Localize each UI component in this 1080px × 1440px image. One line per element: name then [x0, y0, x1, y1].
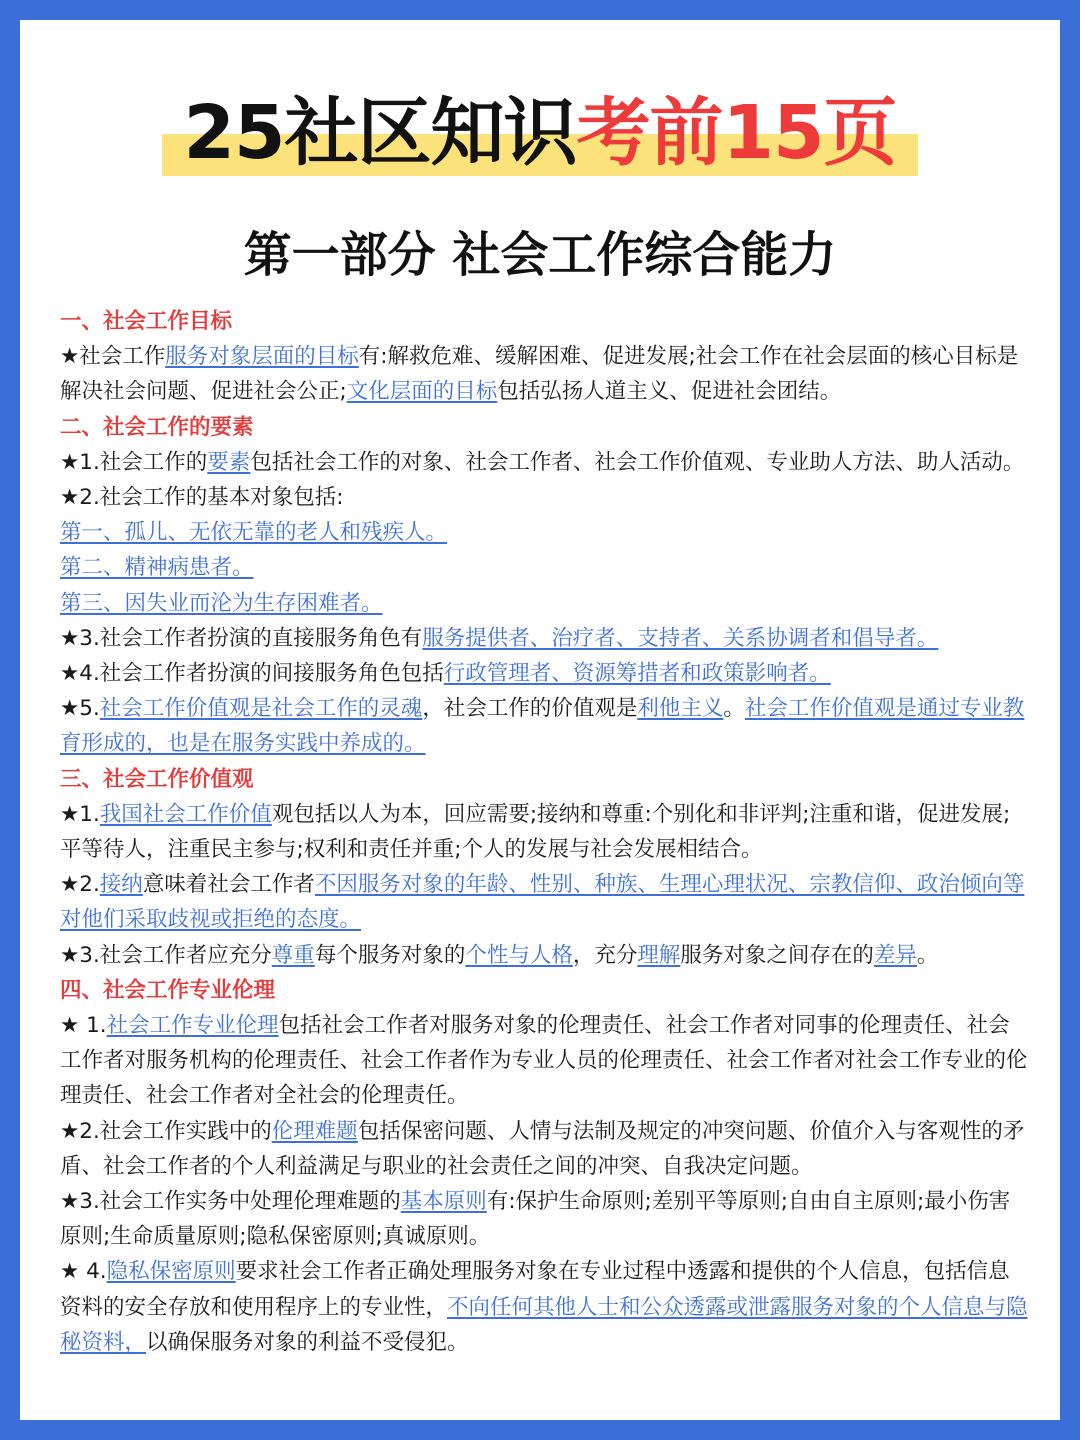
text-segment: ★1.社会工作的 — [60, 449, 208, 475]
text-segment: 观包括以人为本，回应需要;接纳和尊重:个别化和非评判;注重和谐，促进发展;平等待人，注重民主参与;权利和责任并重;个人的发展与社会发展相结合。 — [60, 801, 1011, 863]
underlined-key-phrase: 第一、孤儿、无依无靠的老人和残疾人。 — [60, 520, 448, 546]
section-heading: 一、社会工作目标 — [60, 309, 233, 334]
title-red-part: 考前15页 — [576, 90, 897, 176]
underlined-key-phrase: 服务提供者、治疗者、支持者、关系协调者和倡导者。 — [422, 625, 939, 651]
text-segment: 服务对象之间存在的 — [680, 942, 874, 968]
text-segment: 意味着社会工作者 — [142, 872, 315, 898]
paragraph — [60, 1184, 1030, 1254]
underlined-key-phrase: 不因服务对象的年龄、性别、种族、生理心理状况、宗教信仰、政治倾向等对他们采取歧视或拒绝的态度。 — [60, 872, 1025, 933]
underlined-key-phrase: 基本原则 — [400, 1189, 487, 1215]
text-segment: ，社会工作的价值观是 — [422, 696, 638, 722]
document-page — [20, 20, 1060, 1420]
text-segment: ★3.社会工作者扮演的直接服务角色有 — [60, 625, 423, 651]
paragraph — [60, 550, 1030, 585]
paragraph — [60, 1008, 1030, 1114]
text-segment: ★社会工作 — [60, 344, 166, 370]
underlined-key-phrase: 接纳 — [99, 872, 143, 898]
underlined-key-phrase: 伦理难题 — [271, 1118, 358, 1144]
paragraph — [60, 480, 1030, 515]
text-segment: ，充分 — [572, 942, 638, 968]
paragraph — [60, 339, 1030, 409]
text-segment: 包括弘扬人道主义、促进社会团结。 — [497, 379, 842, 405]
title-black-part: 25社区知识 — [183, 90, 577, 176]
underlined-key-phrase: 利他主义 — [637, 696, 724, 722]
underlined-key-phrase: 社会工作专业伦理 — [106, 1013, 279, 1039]
text-segment: ★5. — [60, 696, 100, 722]
paragraph — [60, 1114, 1030, 1184]
underlined-key-phrase: 要素 — [207, 449, 251, 475]
text-segment: ★3.社会工作者应充分 — [60, 942, 272, 968]
underlined-key-phrase: 隐私保密原则 — [106, 1259, 236, 1285]
underlined-key-phrase: 社会工作价值观是通过专业教育形成的，也是在服务实践中养成的。 — [60, 696, 1025, 757]
text-segment: 要求社会工作者正确处理服务对象在专业过程中透露和提供的个人信息，包括信息资料的安全存放和使用程序上的专业性， — [60, 1259, 1010, 1320]
underlined-key-phrase: 理解 — [637, 942, 681, 968]
text-segment: 。 — [916, 942, 939, 968]
text-segment: 包括保密问题、人情与法制及规定的冲突问题、价值介入与客观性的矛盾、社会工作者的个人利益满足与职业的社会责任之间的冲突、自我决定问题。 — [60, 1118, 1025, 1179]
text-segment: 有:保护生命原则;差别平等原则;自由自主原则;最小伤害原则;生命质量原则;隐私保密原则;真诚原则。 — [60, 1189, 1011, 1250]
text-segment: ★2.社会工作实践中的 — [60, 1118, 272, 1144]
text-segment: ★3.社会工作实务中处理伦理难题的 — [60, 1189, 401, 1215]
underlined-key-phrase: 行政管理者、资源筹措者和政策影响者。 — [443, 661, 831, 687]
paragraph — [60, 867, 1030, 937]
text-segment: 每个服务对象的 — [314, 942, 466, 968]
text-segment: 有:解救危难、缓解困难、促进发展;社会工作在社会层面的核心目标是解决社会问题、促进社会公正; — [60, 344, 1019, 405]
title-block — [20, 88, 1060, 178]
paragraph — [60, 691, 1030, 761]
section-heading: 三、社会工作价值观 — [60, 766, 254, 792]
text-segment: 。 — [723, 696, 745, 722]
text-segment: ★4.社会工作者扮演的间接服务角色包括 — [60, 661, 444, 687]
underlined-key-phrase: 差异 — [873, 942, 917, 968]
paragraph — [60, 445, 1030, 480]
underlined-key-phrase: 第二、精神病患者。 — [60, 555, 254, 581]
section-heading: 二、社会工作的要素 — [60, 414, 254, 440]
underlined-key-phrase: 文化层面的目标 — [346, 379, 498, 405]
document-body — [60, 304, 1030, 1360]
paragraph — [60, 797, 1030, 867]
underlined-key-phrase: 我国社会工作价值 — [99, 801, 272, 827]
text-segment: ★ 4. — [60, 1259, 107, 1285]
paragraph — [60, 586, 1030, 621]
paragraph — [60, 1254, 1030, 1360]
text-segment: ★ 1. — [60, 1013, 107, 1039]
paragraph — [60, 656, 1030, 691]
underlined-key-phrase: 尊重 — [271, 942, 315, 968]
text-segment: 包括社会工作者对服务对象的伦理责任、社会工作者对同事的伦理责任、社会工作者对服务机构的伦理责任、社会工作者作为专业人员的伦理责任、社会工作者对社会工作专业的伦理责任、社会工作者对全社会的伦理责任。 — [60, 1013, 1028, 1109]
paragraph — [60, 621, 1030, 656]
underlined-key-phrase: 不向任何其他人士和公众透露或泄露服务对象的个人信息与隐秘资料， — [60, 1294, 1028, 1355]
page-subtitle: 第一部分 社会工作综合能力 — [243, 227, 837, 283]
paragraph — [60, 938, 1030, 973]
section-heading: 四、社会工作专业伦理 — [60, 977, 276, 1003]
paragraph — [60, 515, 1030, 550]
underlined-key-phrase: 个性与人格 — [465, 942, 573, 968]
text-segment: ★2.社会工作的基本对象包括: — [60, 485, 344, 511]
text-segment: 以确保服务对象的利益不受侵犯。 — [146, 1329, 469, 1355]
text-segment: ★2. — [60, 872, 100, 898]
text-segment: ★1. — [60, 801, 100, 827]
page-title — [162, 88, 919, 178]
underlined-key-phrase: 第三、因失业而沦为生存困难者。 — [60, 590, 383, 616]
text-segment: 包括社会工作的对象、社会工作者、社会工作价值观、专业助人方法、助人活动。 — [250, 449, 1025, 475]
underlined-key-phrase: 社会工作价值观是社会工作的灵魂 — [99, 696, 423, 722]
underlined-key-phrase: 服务对象层面的目标 — [165, 344, 359, 370]
